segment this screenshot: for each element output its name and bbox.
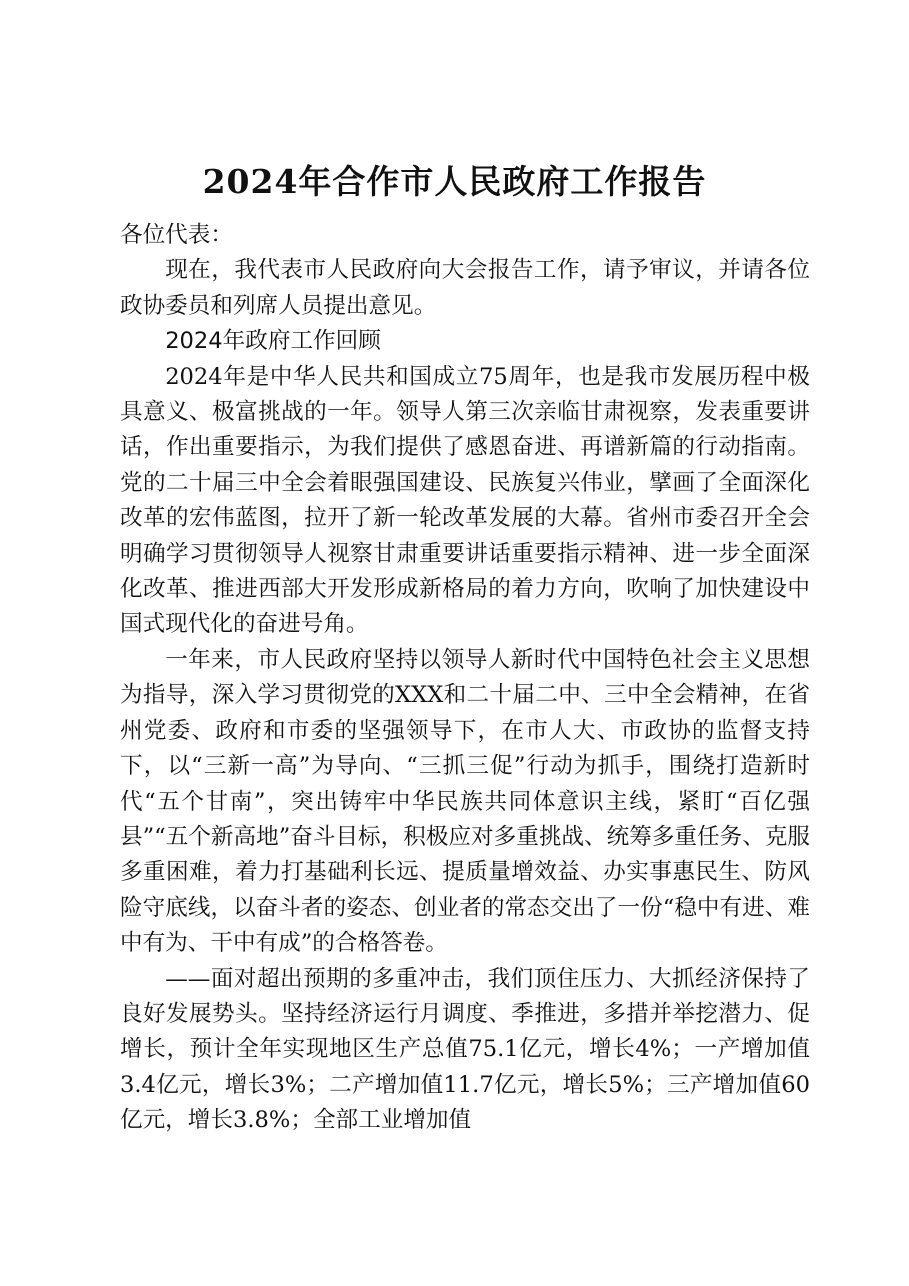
section-heading: 2024年政府工作回顾 (165, 328, 381, 355)
paragraph-economy: ——面对超出预期的多重冲击，我们顶住压力、大抓经济保持了良好发展势头。坚持经济运行月调度、季推进，多措并举挖潜力、促增长，预计全年实现地区生产总值75.1亿元，增长4%；一产增加值3.4亿元，增长3%；二产增加值11.7亿元，增长5%；三产增加值60亿元，增长3.8%；全部工业增加值 (120, 965, 810, 1134)
paragraph-review-intro: 2024年是中华人民共和国成立75周年，也是我市发展历程中极具意义、极富挑战的一年。领导人第三次亲临甘肃视察，发表重要讲话，作出重要指示，为我们提供了感恩奋进、再谱新篇的行动指南。党的二十届三中全会着眼强国建设、民族复兴伟业，擘画了全面深化改革的宏伟蓝图，拉开了新一轮改革发展的大幕。省州市委召开全会明确学习贯彻领导人视察甘肃重要讲话重要指示精神、进一步全面深化改革、推进西部大开发形成新格局的着力方向，吹响了加快建设中国式现代化的奋进号角。 (120, 363, 810, 638)
paragraph-opening: 现在，我代表市人民政府向大会报告工作，请予审议，并请各位政协委员和列席人员提出意见。 (120, 257, 810, 319)
paragraph-review-summary: 一年来，市人民政府坚持以领导人新时代中国特色社会主义思想为指导，深入学习贯彻党的XXX和二十届二中、三中全会精神，在省州党委、政府和市委的坚强领导下，在市人大、市政协的监督支持下，以“三新一高”为导向、“三抓三促”行动为抓手，围绕打造新时代“五个甘南”，突出铸牢中华民族共同体意识主线，紧盯“百亿强县”“五个新高地”奋斗目标，积极应对多重挑战、统筹多重任务、克服多重困难，着力打基础利长远、提质量增效益、办实事惠民生、防风险守底线，以奋斗者的姿态、创业者的常态交出了一份“稳中有进、难中有为、干中有成”的合格答卷。 (120, 646, 810, 957)
document-title: 2024年合作市人民政府工作报告 (202, 162, 707, 201)
document-body (120, 218, 810, 1139)
salutation: 各位代表： (120, 222, 233, 248)
